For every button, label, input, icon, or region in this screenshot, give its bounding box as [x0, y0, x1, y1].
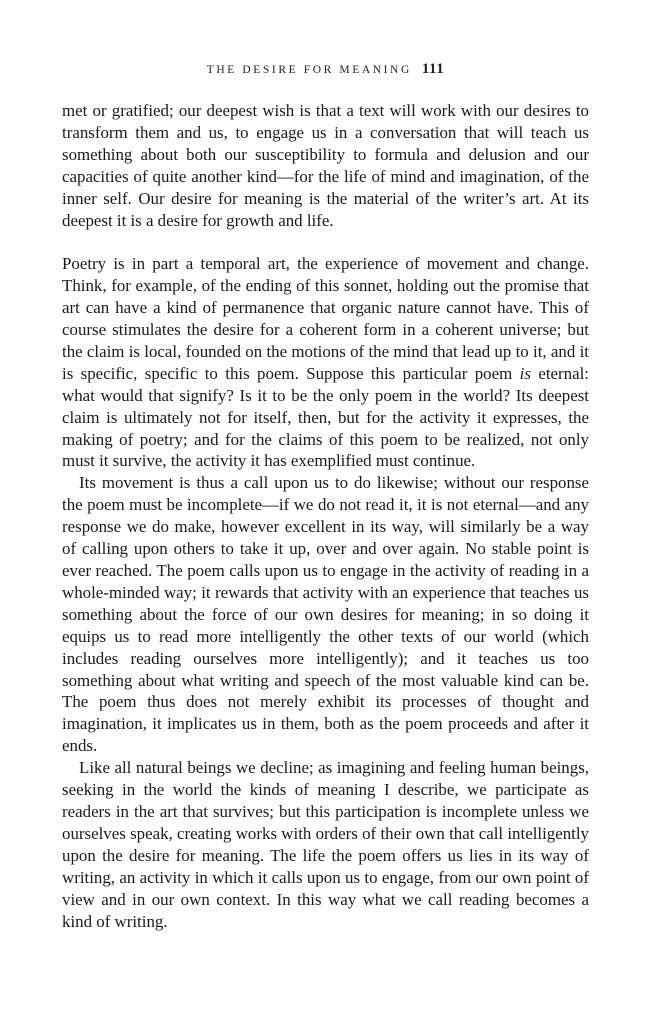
paragraph-2-emphasis: is [519, 363, 531, 383]
running-head [62, 61, 589, 78]
paragraph-1: met or gratified; our deepest wish is that a text will work with our desires to transform them and us, to engage us in a conversation that will teach us something about both our susceptibility to formula and delusion and our capacities of quite another kind—for the life of mind and imagination, of the inner self. Our desire for meaning is the material of the writer’s art. At its deepest it is a desire for growth and life. [62, 101, 589, 230]
paragraph-4: Like all natural beings we decline; as imagining and feeling human beings, seeking in the world the kinds of meaning I describe, we participate as readers in the art that survives; but this participation is incomplete unless we ourselves speak, creating works with orders of their own that call intelligently upon the desire for meaning. The life the poem offers us lies in its way of writing, an activity in which it calls upon us to engage, from our own point of view and in our own context. In this way what we call reading becomes a kind of writing. [62, 758, 589, 931]
paragraph-2-text-end: eternal: what would that signify? Is it to be the only poem in the world? Its deepest claim is ultimately not for itself, then, but for the activity it expresses, the making of poetry; and for the claims of this poem to be realized, not only must it survive, the activity it has exemplified must continue. [62, 363, 589, 471]
body-text [62, 100, 589, 932]
page-number: 111 [421, 61, 445, 77]
paragraph-2-text-start: Poetry is in part a temporal art, the experience of movement and change. Think, for example, of the ending of this sonnet, holding out the promise that art can have a kind of permanence that organic nature cannot have. This of course stimulates the desire for a coherent form in a coherent universe; but the claim is local, founded on the motions of the mind that lead up to it, and it is specific, specific to this poem. Suppose this particular poem [62, 254, 589, 383]
paragraph-2 [62, 253, 589, 472]
running-head-title: THE DESIRE FOR MEANING [206, 64, 412, 76]
paragraph-3: Its movement is thus a call upon us to do likewise; without our response the poem must be incomplete—if we do not read it, it is not eternal—and any response we do make, however excellent in its way, will similarly be a way of calling upon others to take it up, over and over again. No stable point is ever reached. The poem calls upon us to engage in the activity of reading in a whole-minded way; it rewards that activity with an experience that teaches us something about the force of our own desires for meaning; in so doing it equips us to read more intelligently the other texts of our world (which includes reading ourselves more intelligently); and it teaches us too something about what writing and speech of the most valuable kind can be. The poem thus does not merely exhibit its processes of thought and imagination, it implicates us in them, both as the poem proceeds and after it ends. [62, 473, 589, 756]
